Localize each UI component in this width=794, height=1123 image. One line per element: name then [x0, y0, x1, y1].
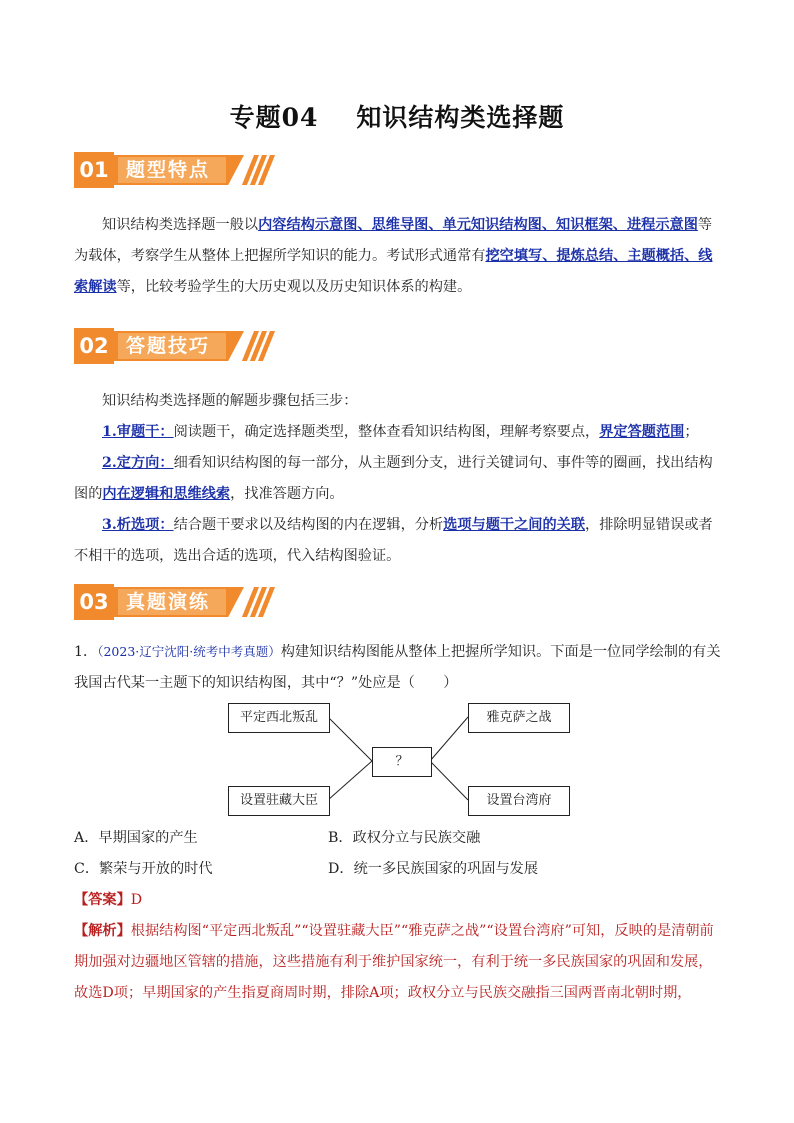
diagram-node-bottom-left: 设置驻藏大臣	[228, 786, 330, 816]
analysis-text: 根据结构图“平定西北叛乱”“设置驻藏大臣”“雅克萨之战”“设置台湾府”可知，反映的是清朝前期加强对边疆地区管辖的措施，这些措施有利于维护国家统一，有利于统一多民族国家的巩固和发展，故选D项；早期国家的产生指夏商周时期，排除A项；政权分立与民族交融指三国两晋南北朝时期，	[74, 923, 714, 1001]
text-run: ；	[684, 424, 699, 440]
highlight: 内在逻辑和思维线索	[102, 486, 231, 502]
highlight-forms: 挖空填写、提炼总结、主题概括、线索解读	[74, 248, 713, 295]
connector-line	[430, 717, 468, 761]
option-d[interactable]: D．统一多民族国家的巩固与发展	[328, 861, 539, 877]
section-label: 答题技巧	[126, 335, 211, 357]
section-badge: 03	[74, 584, 114, 620]
diagram-node-top-right: 雅克萨之战	[468, 703, 570, 733]
step-label: 2.定方向：	[102, 455, 174, 471]
section-label: 真题演练	[126, 591, 211, 613]
diagram-node-top-left: 平定西北叛乱	[228, 703, 330, 733]
text-run: 等为载体，考察学生从整体上把握所学知识的能力。考试形式通常有	[74, 217, 713, 264]
text-run: ，排除明显错误或者不相干的选项，选出合适的选项，代入结构图验证。	[74, 517, 713, 564]
step-label: 1.审题干：	[102, 424, 174, 440]
option-a[interactable]: A．早期国家的产生	[74, 830, 198, 846]
answer-line	[74, 885, 142, 916]
question-number: 1．	[74, 644, 98, 660]
question-source: （2023·辽宁沈阳·统考中考真题）	[97, 644, 281, 659]
text-run: 结合题干要求以及结构图的内在逻辑，分析	[173, 517, 444, 533]
section-label: 题型特点	[126, 159, 211, 181]
text-run: 等，比较考验学生的大历史观以及历史知识体系的构建。	[116, 279, 472, 295]
options-block	[74, 823, 724, 885]
diagram-node-bottom-right: 设置台湾府	[468, 786, 570, 816]
connector-line	[328, 717, 372, 761]
diagram-node-center: ？	[372, 747, 432, 777]
connector-line	[328, 761, 372, 800]
answer-label: 【答案】	[74, 892, 131, 908]
title-number: 专题04	[229, 103, 319, 132]
highlight: 选项与题干之间的关联	[443, 517, 586, 533]
step-label: 3.析选项：	[102, 517, 174, 533]
text-run: ，找准答题方向。	[230, 486, 344, 502]
text-run: 知识结构类选择题一般以	[102, 217, 259, 233]
analysis-label: 【解析】	[74, 923, 131, 939]
title-text: 知识结构类选择题	[356, 103, 565, 132]
option-b[interactable]: B．政权分立与民族交融	[328, 830, 481, 846]
analysis-block	[74, 916, 724, 1009]
answer-value: D	[130, 892, 143, 908]
text-run: 阅读题干，确定选择题类型，整体查看知识结构图，理解考察要点，	[173, 424, 600, 440]
option-c[interactable]: C．繁荣与开放的时代	[74, 861, 213, 877]
section-badge: 01	[74, 152, 114, 188]
section-badge: 02	[74, 328, 114, 364]
highlight-carriers: 内容结构示意图、思维导图、单元知识结构图、知识框架、进程示意图	[258, 217, 698, 233]
question-text: 构建知识结构图能从整体上把握所学知识。下面是一位同学绘制的有关我国古代某一主题下的知识结构图，其中“？”处应是（ ）	[74, 644, 721, 691]
highlight: 界定答题范围	[599, 424, 685, 440]
tips-intro: 知识结构类选择题的解题步骤包括三步：	[102, 393, 358, 409]
text-run: 细看知识结构图的每一部分，从主题到分支，进行关键词句、事件等的圈画，找出结构图的	[74, 455, 713, 502]
connector-line	[430, 761, 468, 800]
